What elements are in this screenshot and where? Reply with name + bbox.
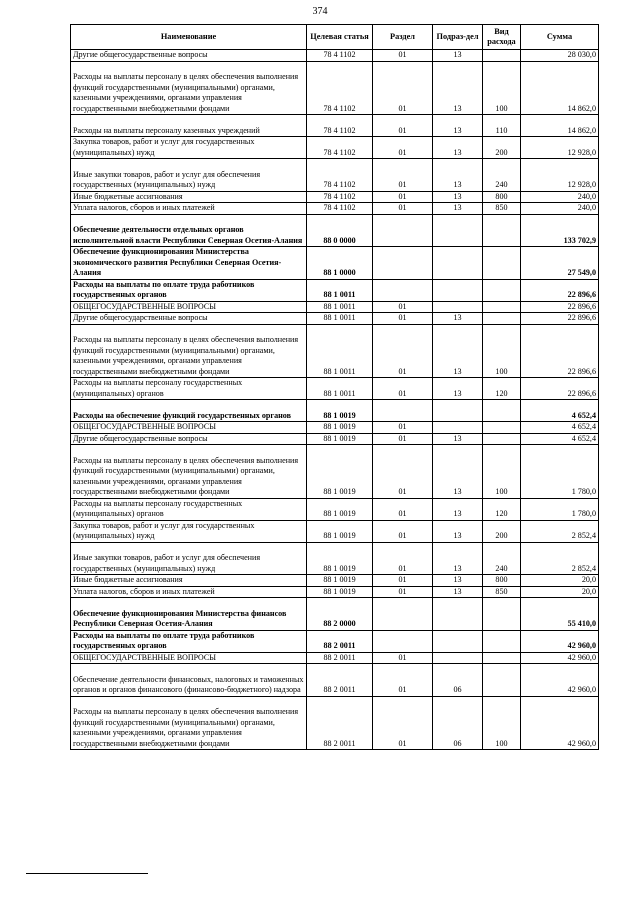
cell-subsection: 06	[433, 664, 483, 697]
cell-name: Закупка товаров, работ и услуг для государственных (муниципальных) нужд	[71, 520, 307, 542]
cell-sum: 14 862,0	[521, 115, 599, 137]
cell-subsection: 13	[433, 115, 483, 137]
cell-subsection: 13	[433, 313, 483, 325]
cell-code: 88 2 0011	[307, 630, 373, 652]
cell-name: Обеспечение функционирования Министерства экономического развития Республики Северная Осетия-Алания	[71, 247, 307, 280]
cell-subsection	[433, 652, 483, 664]
column-header-code: Целевая статья	[307, 25, 373, 50]
cell-code: 88 1 0019	[307, 400, 373, 422]
page-number: 374	[312, 6, 328, 17]
cell-section: 01	[373, 324, 433, 378]
table-row	[71, 115, 599, 137]
cell-type: 120	[483, 378, 521, 400]
cell-name: Расходы на выплаты персоналу государственных (муниципальных) органов	[71, 378, 307, 400]
cell-name: ОБЩЕГОСУДАРСТВЕННЫЕ ВОПРОСЫ	[71, 652, 307, 664]
table-row	[71, 400, 599, 422]
cell-type: 100	[483, 324, 521, 378]
cell-code: 88 1 0019	[307, 542, 373, 575]
cell-section: 01	[373, 422, 433, 434]
cell-section: 01	[373, 50, 433, 62]
table-row	[71, 247, 599, 280]
cell-type	[483, 247, 521, 280]
column-header-subsection: Подраз-дел	[433, 25, 483, 50]
cell-sum: 133 702,9	[521, 214, 599, 247]
cell-type: 240	[483, 159, 521, 192]
cell-type: 110	[483, 115, 521, 137]
cell-sum: 42 960,0	[521, 652, 599, 664]
cell-subsection: 13	[433, 520, 483, 542]
cell-code: 88 0 0000	[307, 214, 373, 247]
cell-section: 01	[373, 61, 433, 115]
cell-type	[483, 279, 521, 301]
cell-subsection	[433, 400, 483, 422]
cell-subsection: 13	[433, 203, 483, 215]
cell-subsection: 13	[433, 378, 483, 400]
table-row	[71, 586, 599, 598]
cell-type: 850	[483, 203, 521, 215]
table-row	[71, 664, 599, 697]
cell-sum: 42 960,0	[521, 696, 599, 750]
cell-section	[373, 247, 433, 280]
cell-section: 01	[373, 433, 433, 445]
cell-subsection	[433, 422, 483, 434]
cell-name: Другие общегосударственные вопросы	[71, 313, 307, 325]
cell-section	[373, 214, 433, 247]
cell-section: 01	[373, 445, 433, 499]
cell-name: Расходы на выплаты по оплате труда работников государственных органов	[71, 630, 307, 652]
cell-name: Обеспечение деятельности отдельных органов исполнительной власти Республики Северная Осетия-Алания	[71, 214, 307, 247]
cell-subsection: 13	[433, 324, 483, 378]
cell-name: Расходы на выплаты персоналу казенных учреждений	[71, 115, 307, 137]
cell-subsection: 13	[433, 191, 483, 203]
cell-sum: 14 862,0	[521, 61, 599, 115]
cell-sum: 12 928,0	[521, 159, 599, 192]
cell-name: ОБЩЕГОСУДАРСТВЕННЫЕ ВОПРОСЫ	[71, 301, 307, 313]
table-row	[71, 137, 599, 159]
column-header-type: Вид расхода	[483, 25, 521, 50]
cell-subsection	[433, 279, 483, 301]
cell-name: Иные закупки товаров, работ и услуг для обеспечения государственных (муниципальных) нужд	[71, 542, 307, 575]
cell-type	[483, 630, 521, 652]
cell-type	[483, 664, 521, 697]
table-row	[71, 498, 599, 520]
cell-section	[373, 279, 433, 301]
cell-code: 78 4 1102	[307, 191, 373, 203]
cell-sum: 240,0	[521, 191, 599, 203]
table-row	[71, 630, 599, 652]
cell-subsection: 13	[433, 137, 483, 159]
cell-subsection	[433, 214, 483, 247]
cell-subsection: 13	[433, 61, 483, 115]
cell-code: 88 1 0019	[307, 586, 373, 598]
cell-section: 01	[373, 301, 433, 313]
cell-code: 88 1 0019	[307, 498, 373, 520]
cell-subsection	[433, 247, 483, 280]
cell-subsection: 13	[433, 498, 483, 520]
cell-code: 88 1 0019	[307, 445, 373, 499]
cell-sum: 1 780,0	[521, 445, 599, 499]
cell-subsection: 13	[433, 542, 483, 575]
budget-table	[70, 24, 599, 750]
cell-sum: 22 896,6	[521, 324, 599, 378]
column-header-name: Наименование	[71, 25, 307, 50]
cell-name: Иные закупки товаров, работ и услуг для обеспечения государственных (муниципальных) нужд	[71, 159, 307, 192]
table-row	[71, 422, 599, 434]
cell-section: 01	[373, 498, 433, 520]
table-row	[71, 378, 599, 400]
cell-sum: 12 928,0	[521, 137, 599, 159]
cell-code: 78 4 1102	[307, 61, 373, 115]
cell-code: 88 2 0011	[307, 696, 373, 750]
table-row	[71, 301, 599, 313]
cell-code: 88 2 0011	[307, 652, 373, 664]
cell-type: 100	[483, 61, 521, 115]
cell-sum: 4 652,4	[521, 433, 599, 445]
table-row	[71, 214, 599, 247]
cell-code: 88 1 0019	[307, 433, 373, 445]
cell-code: 88 1 0011	[307, 301, 373, 313]
cell-subsection: 13	[433, 575, 483, 587]
table-row	[71, 203, 599, 215]
cell-name: Расходы на выплаты персоналу в целях обеспечения выполнения функций государственными (муниципальными) органами, казенными учреждениями, органами управления государственными внебюджетными фондами	[71, 324, 307, 378]
cell-name: Уплата налогов, сборов и иных платежей	[71, 586, 307, 598]
cell-code: 88 1 0019	[307, 575, 373, 587]
cell-code: 78 4 1102	[307, 115, 373, 137]
cell-subsection: 13	[433, 586, 483, 598]
cell-type	[483, 652, 521, 664]
cell-subsection	[433, 301, 483, 313]
column-header-section: Раздел	[373, 25, 433, 50]
cell-type: 100	[483, 445, 521, 499]
cell-type: 120	[483, 498, 521, 520]
cell-subsection	[433, 598, 483, 631]
cell-sum: 1 780,0	[521, 498, 599, 520]
cell-type: 200	[483, 520, 521, 542]
cell-name: ОБЩЕГОСУДАРСТВЕННЫЕ ВОПРОСЫ	[71, 422, 307, 434]
cell-name: Расходы на выплаты персоналу государственных (муниципальных) органов	[71, 498, 307, 520]
cell-section: 01	[373, 115, 433, 137]
cell-sum: 2 852,4	[521, 542, 599, 575]
cell-code: 78 4 1102	[307, 203, 373, 215]
table-row	[71, 598, 599, 631]
cell-name: Обеспечение деятельности финансовых, налоговых и таможенных органов и органов финансового (финансово-бюджетного) надзора	[71, 664, 307, 697]
table-row	[71, 50, 599, 62]
table-header-row	[71, 25, 599, 50]
cell-section: 01	[373, 652, 433, 664]
cell-name: Расходы на выплаты персоналу в целях обеспечения выполнения функций государственными (муниципальными) органами, казенными учреждениями, органами управления государственными внебюджетными фондами	[71, 696, 307, 750]
cell-name: Расходы на выплаты по оплате труда работников государственных органов	[71, 279, 307, 301]
cell-section: 01	[373, 575, 433, 587]
cell-code: 88 1 0011	[307, 313, 373, 325]
cell-name: Иные бюджетные ассигнования	[71, 575, 307, 587]
cell-name: Расходы на обеспечение функций государственных органов	[71, 400, 307, 422]
cell-sum: 20,0	[521, 575, 599, 587]
cell-section: 01	[373, 664, 433, 697]
cell-code: 88 1 0011	[307, 378, 373, 400]
cell-type	[483, 214, 521, 247]
cell-type: 240	[483, 542, 521, 575]
table-row	[71, 520, 599, 542]
cell-name: Расходы на выплаты персоналу в целях обеспечения выполнения функций государственными (муниципальными) органами, казенными учреждениями, органами управления государственными внебюджетными фондами	[71, 61, 307, 115]
cell-name: Закупка товаров, работ и услуг для государственных (муниципальных) нужд	[71, 137, 307, 159]
cell-section	[373, 400, 433, 422]
table-row	[71, 433, 599, 445]
cell-type	[483, 422, 521, 434]
cell-section: 01	[373, 137, 433, 159]
table-row	[71, 159, 599, 192]
cell-name: Иные бюджетные ассигнования	[71, 191, 307, 203]
cell-type	[483, 400, 521, 422]
cell-type	[483, 598, 521, 631]
cell-sum: 20,0	[521, 586, 599, 598]
cell-sum: 42 960,0	[521, 630, 599, 652]
cell-code: 88 1 0011	[307, 324, 373, 378]
cell-type: 800	[483, 575, 521, 587]
cell-type: 100	[483, 696, 521, 750]
table-row	[71, 652, 599, 664]
cell-sum: 240,0	[521, 203, 599, 215]
cell-section	[373, 630, 433, 652]
cell-sum: 2 852,4	[521, 520, 599, 542]
cell-sum: 22 896,6	[521, 313, 599, 325]
table-row	[71, 542, 599, 575]
cell-section: 01	[373, 586, 433, 598]
cell-code: 78 4 1102	[307, 137, 373, 159]
cell-code: 78 4 1102	[307, 159, 373, 192]
cell-section: 01	[373, 696, 433, 750]
cell-type: 800	[483, 191, 521, 203]
table-row	[71, 324, 599, 378]
cell-type	[483, 301, 521, 313]
cell-section	[373, 598, 433, 631]
table-body	[71, 50, 599, 750]
cell-name: Обеспечение функционирования Министерства финансов Республики Северная Осетия-Алания	[71, 598, 307, 631]
cell-sum: 42 960,0	[521, 664, 599, 697]
cell-sum: 4 652,4	[521, 422, 599, 434]
cell-code: 88 1 0000	[307, 247, 373, 280]
cell-sum: 22 896,6	[521, 301, 599, 313]
cell-type: 850	[483, 586, 521, 598]
cell-sum: 27 549,0	[521, 247, 599, 280]
cell-section: 01	[373, 203, 433, 215]
cell-type	[483, 433, 521, 445]
cell-type: 200	[483, 137, 521, 159]
column-header-sum: Сумма	[521, 25, 599, 50]
cell-subsection: 13	[433, 445, 483, 499]
cell-code: 88 1 0011	[307, 279, 373, 301]
cell-section: 01	[373, 159, 433, 192]
cell-sum: 55 410,0	[521, 598, 599, 631]
table-row	[71, 313, 599, 325]
cell-name: Расходы на выплаты персоналу в целях обеспечения выполнения функций государственными (муниципальными) органами, казенными учреждениями, органами управления государственными внебюджетными фондами	[71, 445, 307, 499]
cell-section: 01	[373, 191, 433, 203]
cell-section: 01	[373, 542, 433, 575]
cell-subsection: 13	[433, 433, 483, 445]
cell-subsection: 13	[433, 50, 483, 62]
cell-name: Другие общегосударственные вопросы	[71, 433, 307, 445]
cell-sum: 22 896,6	[521, 378, 599, 400]
cell-code: 78 4 1102	[307, 50, 373, 62]
cell-section: 01	[373, 313, 433, 325]
cell-type	[483, 50, 521, 62]
cell-subsection	[433, 630, 483, 652]
cell-code: 88 1 0019	[307, 520, 373, 542]
cell-name: Уплата налогов, сборов и иных платежей	[71, 203, 307, 215]
table-row	[71, 575, 599, 587]
cell-sum: 22 896,6	[521, 279, 599, 301]
cell-section: 01	[373, 520, 433, 542]
cell-name: Другие общегосударственные вопросы	[71, 50, 307, 62]
cell-subsection: 13	[433, 159, 483, 192]
table-row	[71, 696, 599, 750]
table-row	[71, 445, 599, 499]
cell-sum: 4 652,4	[521, 400, 599, 422]
cell-sum: 28 030,0	[521, 50, 599, 62]
cell-type	[483, 313, 521, 325]
cell-code: 88 2 0011	[307, 664, 373, 697]
table-row	[71, 279, 599, 301]
cell-section: 01	[373, 378, 433, 400]
cell-code: 88 1 0019	[307, 422, 373, 434]
footnote-separator	[26, 873, 148, 874]
table-row	[71, 191, 599, 203]
cell-subsection: 06	[433, 696, 483, 750]
table-row	[71, 61, 599, 115]
cell-code: 88 2 0000	[307, 598, 373, 631]
